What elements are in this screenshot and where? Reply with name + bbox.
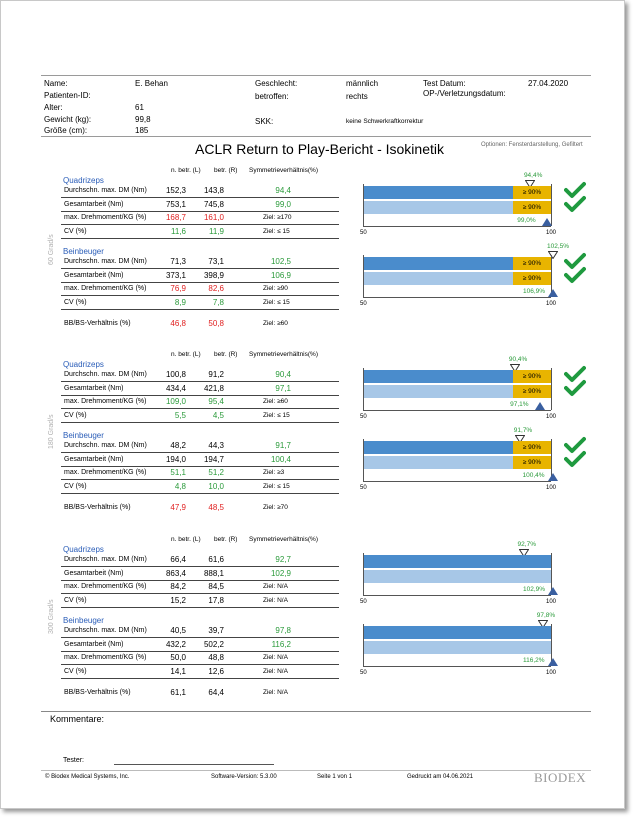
column-header-unaffected: n. betr. (L)	[171, 167, 201, 174]
hamstrings-target: Ziel: ≤ 15	[263, 298, 290, 306]
hamstrings-row-divider	[61, 295, 339, 296]
ratio-target: Ziel: N/A	[263, 689, 288, 696]
hamstrings-chart-axis-left	[363, 439, 364, 481]
quadriceps-row-divider	[61, 395, 339, 396]
quadriceps-row-label: Gesamtarbeit (Nm)	[64, 384, 124, 392]
quadriceps-row-divider	[61, 197, 339, 198]
hamstrings-value-affected: 39,7	[208, 626, 224, 635]
ratio-target: Ziel: ≥60	[263, 320, 288, 327]
quadriceps-row-label: Gesamtarbeit (Nm)	[64, 200, 124, 208]
hamstrings-row-label: Gesamtarbeit (Nm)	[64, 640, 124, 648]
hamstrings-value-affected: 82,6	[208, 284, 224, 293]
quadriceps-chart-bottom-percent: 102,9%	[523, 586, 546, 593]
ratio-label: BB/BS-Verhältnis (%)	[64, 504, 131, 511]
quadriceps-symmetry: 97,1	[275, 383, 291, 393]
hamstrings-chart-check-bottom-icon	[564, 266, 586, 284]
quadriceps-value-unaffected: 109,0	[165, 397, 186, 406]
quadriceps-row-divider	[61, 224, 339, 225]
column-header-symmetry: Symmetrieverhältnis(%)	[249, 167, 318, 174]
quadriceps-chart-tick-max: 100	[546, 230, 557, 236]
quadriceps-chart-tick-min: 50	[360, 230, 367, 236]
quadriceps-value-affected: 745,8	[203, 199, 224, 209]
hamstrings-chart-bottom-percent: 106,9%	[523, 288, 546, 295]
sex-label: Geschlecht:	[255, 79, 298, 88]
hamstrings-row-label: Gesamtarbeit (Nm)	[64, 455, 124, 463]
quadriceps-title: Quadrizeps	[63, 176, 104, 185]
test-date-label: Test Datum:	[423, 79, 466, 88]
hamstrings-value-unaffected: 194,0	[165, 454, 186, 464]
quadriceps-value-affected: 61,6	[208, 555, 224, 564]
tester-label: Tester:	[63, 757, 85, 764]
quadriceps-chart-axis-right	[551, 368, 552, 410]
hamstrings-chart-tick-max: 100	[546, 485, 557, 491]
skk-label: SKK:	[255, 117, 274, 126]
quadriceps-row-label: Durchschn. max. DM (Nm)	[64, 187, 147, 194]
quadriceps-chart-bottom-percent: 97,1%	[510, 401, 529, 408]
hamstrings-chart-axis	[363, 481, 551, 482]
quadriceps-value-affected: 11,9	[209, 226, 224, 236]
hamstrings-chart-badge-bottom: ≥ 90%	[513, 456, 551, 469]
quadriceps-chart-top-percent: 92,7%	[517, 541, 536, 548]
speed-label: 60 Grad/s	[48, 234, 55, 265]
quadriceps-chart-top-percent: 90,4%	[508, 356, 528, 363]
quadriceps-symmetry: 94,4	[275, 186, 291, 195]
quadriceps-row-label: Durchschn. max. DM (Nm)	[64, 371, 147, 378]
header-bottom-line	[41, 136, 591, 137]
skk-value: keine Schwerkraftkorrektur	[346, 118, 424, 125]
hamstrings-value-affected: 12,6	[208, 666, 224, 676]
ratio-label: BB/BS-Verhältnis (%)	[64, 689, 131, 696]
footer-copyright: © Biodex Medical Systems, Inc.	[45, 774, 130, 780]
name-label: Name:	[44, 79, 68, 88]
hamstrings-target: Ziel: N/A	[263, 667, 288, 675]
column-header-symmetry: Symmetrieverhältnis(%)	[249, 536, 318, 543]
quadriceps-value-unaffected: 753,1	[165, 199, 186, 209]
quadriceps-chart-axis	[363, 595, 551, 596]
hamstrings-value-affected: 44,3	[208, 441, 224, 450]
hamstrings-chart-top-percent: 97,8%	[536, 612, 556, 619]
hamstrings-symmetry: 97,8	[275, 626, 291, 635]
quadriceps-value-affected: 421,8	[203, 383, 224, 393]
hamstrings-chart-tick-max: 100	[546, 670, 557, 676]
weight-value: 99,8	[135, 115, 151, 124]
footer-page: Seite 1 von 1	[317, 774, 353, 780]
hamstrings-row-label: Durchschn. max. DM (Nm)	[64, 258, 147, 265]
quadriceps-chart-axis	[363, 410, 551, 411]
hamstrings-row-label: CV (%)	[64, 482, 87, 490]
hamstrings-value-unaffected: 373,1	[165, 270, 186, 280]
quadriceps-chart-bottom-percent: 99,0%	[517, 217, 536, 224]
hamstrings-value-affected: 10,0	[208, 481, 224, 491]
hamstrings-value-unaffected: 76,9	[170, 284, 186, 293]
ratio-value-affected: 64,4	[208, 688, 224, 697]
hamstrings-value-affected: 7,8	[212, 297, 224, 307]
comments-label: Kommentare:	[50, 714, 105, 724]
hamstrings-chart-top-percent: 91,7%	[513, 427, 533, 434]
quadriceps-chart-bottom-marker	[535, 402, 545, 410]
weight-label: Gewicht (kg):	[44, 115, 92, 124]
quadriceps-chart-axis	[363, 226, 551, 227]
quadriceps-target: Ziel: ≤ 15	[263, 227, 290, 235]
quadriceps-chart-tick-max: 100	[546, 599, 557, 605]
quadriceps-row-label: Durchschn. max. DM (Nm)	[64, 556, 147, 563]
hamstrings-row-divider	[61, 637, 339, 638]
quadriceps-value-unaffected: 152,3	[165, 186, 186, 195]
quadriceps-value-unaffected: 5,5	[174, 410, 186, 420]
quadriceps-chart-badge-top: ≥ 90%	[513, 370, 551, 383]
hamstrings-value-affected: 194,7	[203, 454, 224, 464]
quadriceps-chart-bar-bottom	[363, 570, 551, 583]
hamstrings-value-affected: 398,9	[203, 270, 224, 280]
quadriceps-row-label: max. Drehmoment/KG (%)	[64, 398, 147, 405]
quadriceps-row-divider	[61, 607, 339, 608]
hamstrings-chart-top-percent: 102,5%	[547, 243, 570, 250]
column-header-affected: betr. (R)	[214, 351, 238, 358]
quadriceps-symmetry: 92,7	[275, 555, 291, 564]
sex-value: männlich	[346, 79, 379, 88]
height-label: Größe (cm):	[44, 126, 88, 135]
hamstrings-target: Ziel: N/A	[263, 654, 288, 661]
hamstrings-chart-bottom-marker	[548, 473, 558, 481]
ratio-target: Ziel: ≥70	[263, 504, 288, 511]
quadriceps-row-divider	[61, 238, 339, 239]
ratio-value-unaffected: 61,1	[170, 688, 186, 697]
quadriceps-target: Ziel: N/A	[263, 583, 288, 590]
hamstrings-row-label: max. Drehmoment/KG (%)	[64, 469, 147, 476]
quadriceps-chart-tick-max: 100	[546, 414, 557, 420]
hamstrings-target: Ziel: ≥3	[263, 469, 285, 476]
affected-value: rechts	[346, 92, 368, 101]
hamstrings-row-divider	[61, 493, 339, 494]
hamstrings-chart-bottom-marker	[548, 289, 558, 297]
quadriceps-value-unaffected: 434,4	[165, 383, 186, 393]
hamstrings-row-divider	[61, 309, 339, 310]
hamstrings-symmetry: 106,9	[270, 270, 291, 280]
hamstrings-value-unaffected: 51,1	[170, 468, 186, 477]
quadriceps-row-label: Gesamtarbeit (Nm)	[64, 569, 124, 577]
quadriceps-value-affected: 4,5	[212, 410, 224, 420]
quadriceps-row-label: max. Drehmoment/KG (%)	[64, 214, 147, 221]
hamstrings-symmetry: 100,4	[270, 454, 291, 464]
quadriceps-target: Ziel: ≥170	[263, 214, 292, 221]
quadriceps-chart-badge-top: ≥ 90%	[513, 186, 551, 199]
speed-label: 300 Grad/s	[48, 599, 55, 634]
quadriceps-value-affected: 143,8	[203, 186, 224, 195]
quadriceps-row-label: CV (%)	[64, 227, 87, 235]
hamstrings-row-label: Gesamtarbeit (Nm)	[64, 271, 124, 279]
column-header-unaffected: n. betr. (L)	[171, 536, 201, 543]
quadriceps-row-divider	[61, 566, 339, 567]
hamstrings-row-divider	[61, 678, 339, 679]
quadriceps-value-unaffected: 11,6	[171, 226, 186, 236]
hamstrings-target: Ziel: ≤ 15	[263, 482, 290, 490]
affected-label: betroffen:	[255, 92, 289, 101]
quadriceps-value-affected: 161,0	[203, 213, 224, 222]
footer-software: Software-Version: 5.3.00	[211, 774, 277, 780]
hamstrings-chart-axis-left	[363, 624, 364, 666]
hamstrings-row-label: Durchschn. max. DM (Nm)	[64, 627, 147, 634]
quadriceps-symmetry: 99,0	[275, 199, 291, 209]
ratio-value-affected: 50,8	[208, 319, 224, 328]
report-options: Optionen: Fensterdarstellung, Gefiltert	[481, 142, 583, 148]
quadriceps-value-unaffected: 168,7	[165, 213, 186, 222]
quadriceps-row-divider	[61, 422, 339, 423]
quadriceps-value-affected: 91,2	[208, 370, 224, 379]
quadriceps-value-affected: 84,5	[208, 582, 224, 591]
age-value: 61	[135, 103, 144, 112]
test-date-value: 27.04.2020	[528, 79, 569, 88]
quadriceps-chart-check-bottom-icon	[564, 379, 586, 397]
hamstrings-chart-badge-bottom: ≥ 90%	[513, 272, 551, 285]
hamstrings-row-label: max. Drehmoment/KG (%)	[64, 285, 147, 292]
quadriceps-value-unaffected: 84,2	[170, 582, 186, 591]
hamstrings-row-divider	[61, 651, 339, 652]
hamstrings-value-unaffected: 4,8	[174, 481, 186, 491]
hamstrings-row-label: Durchschn. max. DM (Nm)	[64, 442, 147, 449]
quadriceps-chart-bottom-marker	[548, 587, 558, 595]
patient-name: E. Behan	[135, 79, 168, 88]
speed-label: 180 Grad/s	[48, 414, 55, 449]
hamstrings-chart-bottom-percent: 100,4%	[522, 472, 545, 479]
hamstrings-chart-tick-min: 50	[360, 485, 367, 491]
quadriceps-value-unaffected: 100,8	[165, 370, 186, 379]
column-header-unaffected: n. betr. (L)	[171, 351, 201, 358]
quadriceps-target: Ziel: ≤ 15	[263, 411, 290, 419]
hamstrings-chart-axis	[363, 297, 551, 298]
hamstrings-value-affected: 48,8	[208, 653, 224, 662]
hamstrings-chart-bar-bottom	[363, 641, 551, 654]
quadriceps-value-affected: 95,4	[208, 397, 224, 406]
quadriceps-chart-badge-bottom: ≥ 90%	[513, 201, 551, 214]
quadriceps-row-label: max. Drehmoment/KG (%)	[64, 583, 147, 590]
ratio-value-affected: 48,5	[208, 503, 224, 512]
quadriceps-value-unaffected: 863,4	[165, 568, 186, 578]
quadriceps-chart-check-bottom-icon	[564, 195, 586, 213]
hamstrings-row-divider	[61, 282, 339, 283]
hamstrings-value-unaffected: 432,2	[165, 639, 186, 649]
hamstrings-chart-tick-min: 50	[360, 301, 367, 307]
quadriceps-title: Quadrizeps	[63, 360, 104, 369]
hamstrings-value-affected: 502,2	[203, 639, 224, 649]
quadriceps-row-divider	[61, 408, 339, 409]
hamstrings-chart-check-bottom-icon	[564, 450, 586, 468]
footer-line	[41, 770, 591, 771]
hamstrings-chart-tick-max: 100	[546, 301, 557, 307]
footer-printed: Gedruckt am 04.06.2021	[407, 774, 474, 780]
hamstrings-symmetry: 116,2	[271, 639, 291, 649]
hamstrings-chart-badge-top: ≥ 90%	[513, 441, 551, 454]
quadriceps-chart-top-percent: 94,4%	[523, 172, 543, 179]
hamstrings-value-unaffected: 14,1	[170, 666, 186, 676]
quadriceps-title: Quadrizeps	[63, 545, 104, 554]
hamstrings-target: Ziel: ≥90	[263, 285, 288, 292]
report-title: ACLR Return to Play-Bericht - Isokinetik	[195, 141, 444, 157]
quadriceps-value-unaffected: 15,2	[170, 595, 186, 605]
hamstrings-value-unaffected: 71,3	[170, 257, 186, 266]
header-top-line	[41, 75, 591, 76]
quadriceps-chart-tick-min: 50	[360, 414, 367, 420]
hamstrings-value-unaffected: 50,0	[170, 653, 186, 662]
hamstrings-symmetry: 102,5	[270, 257, 291, 266]
height-value: 185	[135, 126, 149, 135]
hamstrings-value-unaffected: 8,9	[174, 297, 186, 307]
hamstrings-chart-bottom-percent: 116,2%	[523, 657, 545, 664]
hamstrings-chart-axis-left	[363, 255, 364, 297]
ratio-value-unaffected: 47,9	[170, 503, 186, 512]
hamstrings-row-divider	[61, 452, 339, 453]
quadriceps-target: Ziel: ≥60	[263, 398, 288, 405]
quadriceps-chart-tick-min: 50	[360, 599, 367, 605]
hamstrings-chart-tick-min: 50	[360, 670, 367, 676]
hamstrings-value-affected: 73,1	[208, 257, 224, 266]
quadriceps-chart-axis-left	[363, 368, 364, 410]
column-header-affected: betr. (R)	[214, 536, 238, 543]
quadriceps-row-divider	[61, 381, 339, 382]
hamstrings-row-label: CV (%)	[64, 298, 87, 306]
hamstrings-title: Beinbeuger	[63, 616, 104, 625]
quadriceps-row-label: CV (%)	[64, 596, 87, 604]
hamstrings-chart-axis	[363, 666, 551, 667]
age-label: Alter:	[44, 103, 63, 112]
hamstrings-title: Beinbeuger	[63, 431, 104, 440]
quadriceps-symmetry: 102,9	[270, 568, 291, 578]
quadriceps-chart-axis-left	[363, 553, 364, 595]
op-date-label: OP-/Verletzungsdatum:	[423, 89, 506, 98]
tester-signature-line	[114, 764, 274, 765]
patient-id-label: Patienten-ID:	[44, 91, 91, 100]
hamstrings-chart-bottom-marker	[548, 658, 558, 666]
quadriceps-symmetry: 90,4	[275, 370, 291, 379]
hamstrings-symmetry: 91,7	[275, 441, 291, 450]
hamstrings-row-divider	[61, 268, 339, 269]
comments-top-line	[41, 711, 591, 712]
hamstrings-row-label: CV (%)	[64, 667, 87, 675]
quadriceps-chart-axis-left	[363, 184, 364, 226]
quadriceps-value-unaffected: 66,4	[170, 555, 186, 564]
quadriceps-row-divider	[61, 593, 339, 594]
column-header-symmetry: Symmetrieverhältnis(%)	[249, 351, 318, 358]
hamstrings-value-unaffected: 48,2	[170, 441, 186, 450]
quadriceps-value-affected: 888,1	[203, 568, 224, 578]
quadriceps-chart-badge-bottom: ≥ 90%	[513, 385, 551, 398]
quadriceps-row-divider	[61, 580, 339, 581]
hamstrings-value-affected: 51,2	[208, 468, 224, 477]
ratio-label: BB/BS-Verhältnis (%)	[64, 320, 131, 327]
hamstrings-chart-badge-top: ≥ 90%	[513, 257, 551, 270]
quadriceps-row-divider	[61, 211, 339, 212]
hamstrings-row-divider	[61, 664, 339, 665]
hamstrings-title: Beinbeuger	[63, 247, 104, 256]
quadriceps-chart-bar-top	[363, 555, 551, 568]
quadriceps-chart-bottom-marker	[542, 218, 552, 226]
hamstrings-row-divider	[61, 466, 339, 467]
hamstrings-row-label: max. Drehmoment/KG (%)	[64, 654, 147, 661]
quadriceps-target: Ziel: N/A	[263, 596, 288, 604]
biodex-logo: BIODEX	[534, 770, 587, 785]
column-header-affected: betr. (R)	[214, 167, 238, 174]
hamstrings-value-unaffected: 40,5	[170, 626, 186, 635]
hamstrings-row-divider	[61, 479, 339, 480]
hamstrings-chart-bar-top	[363, 626, 551, 639]
quadriceps-row-label: CV (%)	[64, 411, 87, 419]
quadriceps-value-affected: 17,8	[208, 595, 224, 605]
ratio-value-unaffected: 46,8	[170, 319, 186, 328]
